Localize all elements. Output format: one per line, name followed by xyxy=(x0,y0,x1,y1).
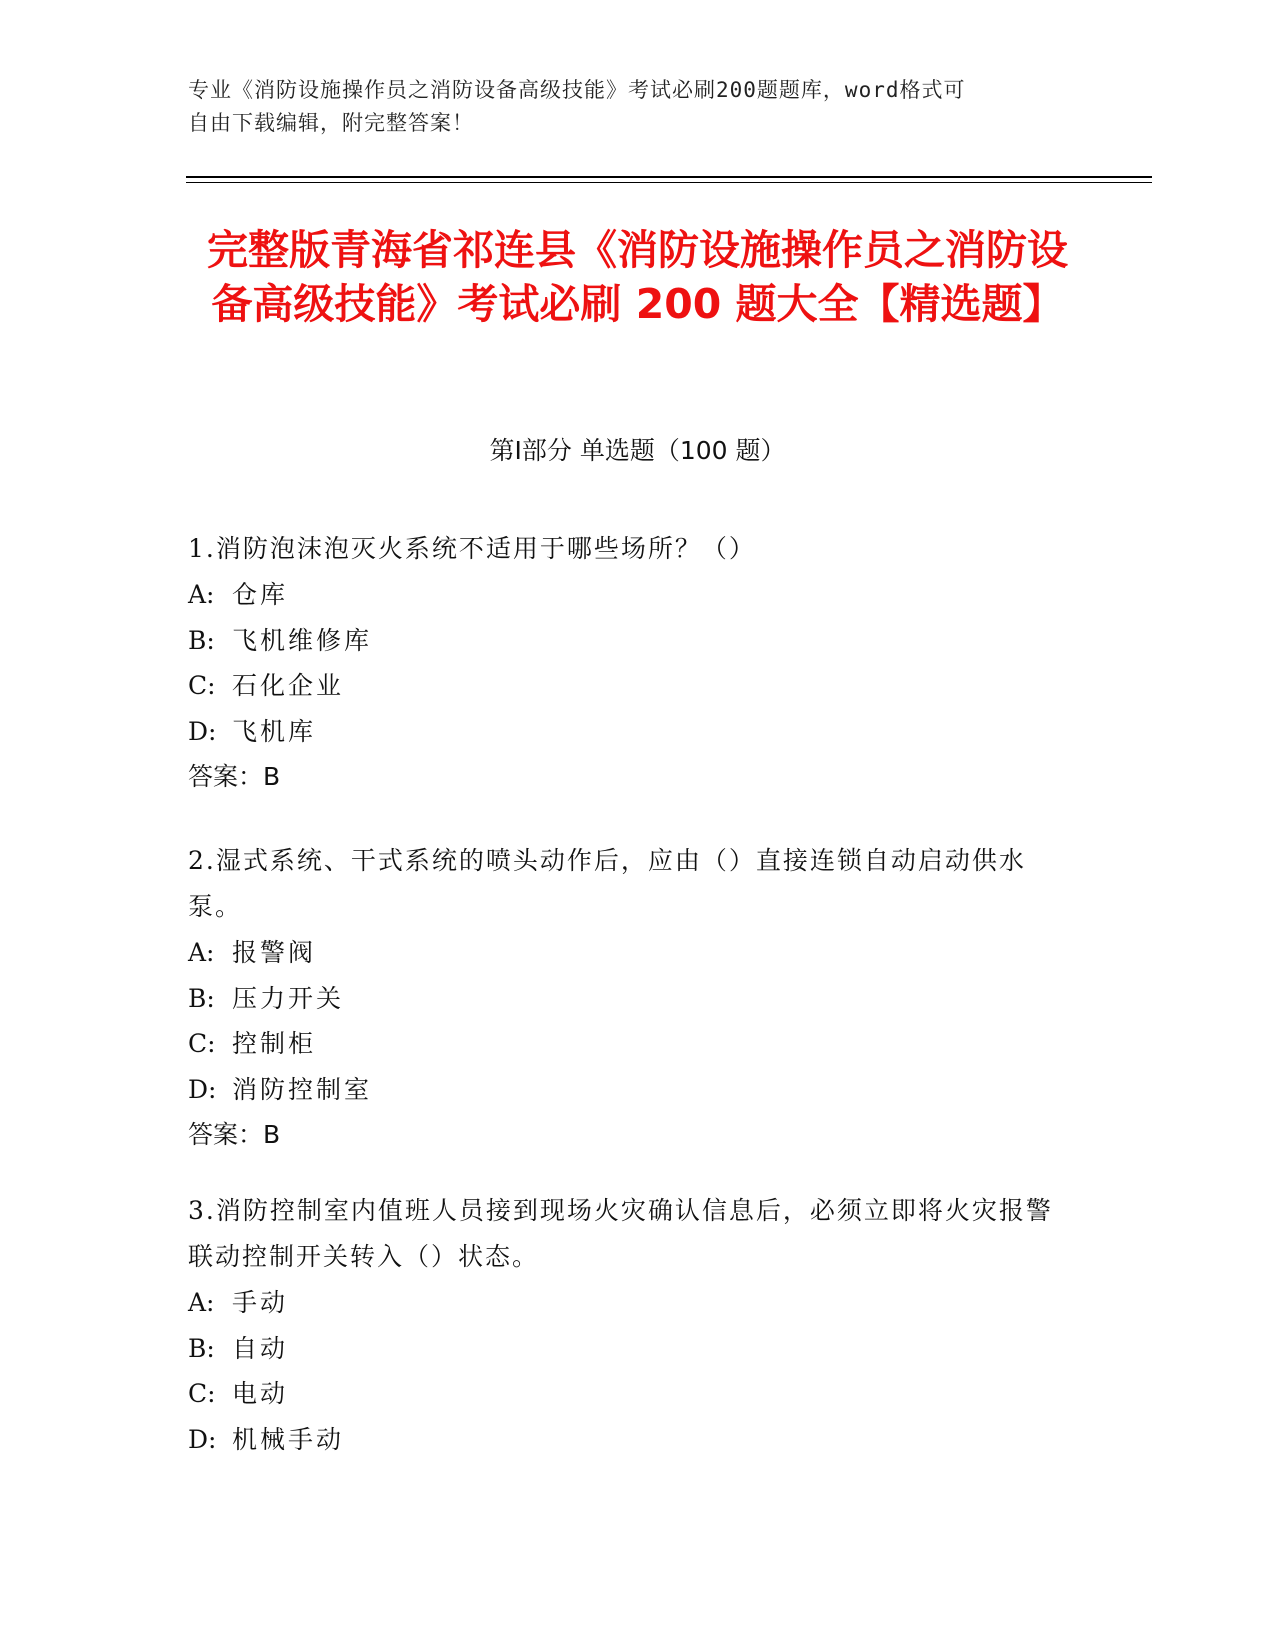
option-text: 飞机维修库 xyxy=(232,625,373,655)
option-b xyxy=(188,618,1068,664)
option-text: 电动 xyxy=(232,1379,289,1408)
question-3 xyxy=(188,1188,1068,1462)
option-letter: C: xyxy=(188,1379,216,1408)
option-letter: B: xyxy=(188,983,215,1013)
option-letter: D: xyxy=(188,716,217,746)
option-text: 机械手动 xyxy=(232,1424,345,1454)
option-d xyxy=(188,709,1068,755)
option-letter: B: xyxy=(188,1333,215,1363)
option-text: 自动 xyxy=(232,1333,289,1363)
option-letter: B: xyxy=(188,625,215,655)
option-text: 消防控制室 xyxy=(232,1074,373,1104)
option-d xyxy=(188,1067,1068,1113)
option-text: 压力开关 xyxy=(232,983,345,1013)
option-letter: C: xyxy=(188,671,216,700)
option-text: 仓库 xyxy=(232,580,289,609)
option-b xyxy=(188,976,1068,1022)
header-divider-thick xyxy=(186,176,1152,178)
option-text: 控制柜 xyxy=(232,1029,317,1058)
option-a xyxy=(188,572,1068,618)
option-letter: C: xyxy=(188,1029,216,1058)
document-title: 完整版青海省祁连县《消防设施操作员之消防设备高级技能》考试必刷 200 题大全【精选题】 xyxy=(207,226,1068,328)
option-text: 石化企业 xyxy=(232,671,345,700)
header-note-line-2: 自由下载编辑，附完整答案！ xyxy=(188,111,474,135)
header-note xyxy=(188,74,1068,140)
question-1 xyxy=(188,526,1068,799)
header-note-line-1: 专业《消防设施操作员之消防设备高级技能》考试必刷200题题库，word格式可 xyxy=(188,78,966,102)
answer-line: 答案：B xyxy=(188,762,281,791)
question-2 xyxy=(188,838,1068,1157)
option-letter: A: xyxy=(188,580,215,609)
option-d xyxy=(188,1417,1068,1463)
option-b xyxy=(188,1326,1068,1372)
option-text: 手动 xyxy=(232,1288,289,1317)
option-c xyxy=(188,1371,1068,1417)
header-divider-thin xyxy=(186,182,1152,183)
option-letter: D: xyxy=(188,1074,217,1104)
option-letter: A: xyxy=(188,938,215,967)
option-c xyxy=(188,663,1068,709)
option-a xyxy=(188,1280,1068,1326)
option-a xyxy=(188,930,1068,976)
option-text: 飞机库 xyxy=(232,716,317,746)
option-c xyxy=(188,1021,1068,1067)
section-heading: 第Ⅰ部分 单选题（100 题） xyxy=(489,436,786,465)
question-stem: 1.消防泡沫泡灭火系统不适用于哪些场所？（） xyxy=(188,534,756,563)
option-text: 报警阀 xyxy=(232,938,317,967)
option-letter: D: xyxy=(188,1424,217,1454)
question-stem: 2.湿式系统、干式系统的喷头动作后，应由（）直接连锁自动启动供水泵。 xyxy=(188,846,1026,921)
answer-line: 答案：B xyxy=(188,1120,281,1149)
option-letter: A: xyxy=(188,1288,215,1317)
question-stem: 3.消防控制室内值班人员接到现场火灾确认信息后，必须立即将火灾报警联动控制开关转入（）状态。 xyxy=(188,1196,1053,1271)
